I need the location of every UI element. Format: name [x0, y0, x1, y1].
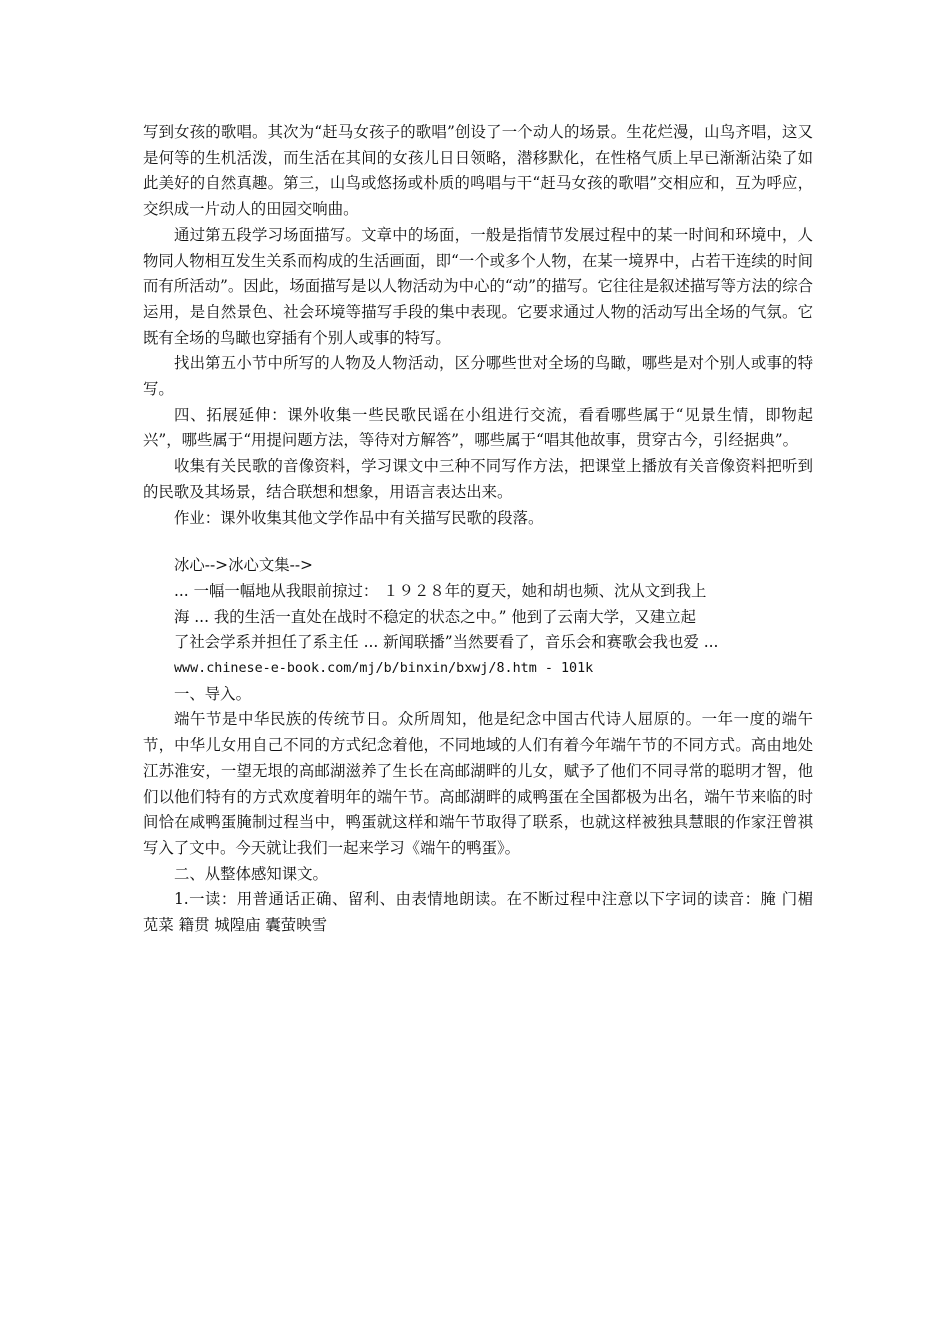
result-url[interactable]: www.chinese-e-book.com/mj/b/binxin/bxwj/8.htm - 101k [174, 661, 594, 677]
breadcrumb[interactable]: 冰心-->冰心文集--> [174, 556, 313, 575]
snippet-line: 了社会学系并担任了系主任 ... 新闻联播”当然要看了，音乐会和赛歌会我也爱 ... [174, 633, 719, 652]
document-page [143, 120, 813, 939]
paragraph-4: 四、拓展延伸：课外收集一些民歌民谣在小组进行交流，看看哪些属于“见景生情，即物起兴”，哪些属于“用提问题方法，等待对方解答”，哪些属于“唱其他故事，贯穿古今，引经据典”。 [143, 405, 813, 450]
paragraph-8: 1.一读：用普通话正确、留利、由表情地朗读。在不断过程中注意以下字词的读音：腌 门楣 苋菜 籍贯 城隍庙 囊萤映雪 [143, 890, 813, 935]
paragraph-7: 端午节是中华民族的传统节日。众所周知，他是纪念中国古代诗人屈原的。一年一度的端午节，中华儿女用自己不同的方式纪念着他，不同地域的人们有着今年端午节的不同方式。高由地处江苏淮安，一望无垠的高邮湖滋养了生长在高邮湖畔的儿女，赋予了他们不同寻常的聪明才智，他们以他们特有的方式欢度着明年的端午节。高邮湖畔的咸鸭蛋在全国都极为出名，端午节来临的时间恰在咸鸭蛋腌制过程当中，鸭蛋就这样和端午节取得了联系，也就这样被独具慧眼的作家汪曾祺写入了文中。今天就让我们一起来学习《端午的鸭蛋》。 [143, 710, 813, 857]
section-heading: 一、导入。 [174, 684, 251, 703]
paragraph-5: 收集有关民歌的音像资料，学习课文中三种不同写作方法，把课堂上播放有关音像资料把听到的民歌及其场景，结合联想和想象，用语言表达出来。 [143, 457, 813, 501]
search-result [143, 553, 813, 682]
snippet-line: 海 ... 我的生活一直处在战时不稳定的状态之中。” 他到了云南大学，又建立起 [174, 607, 697, 626]
section-heading: 二、从整体感知课文。 [174, 864, 328, 883]
snippet-line: ... 一幅一幅地从我眼前掠过： １９２８年的夏天，她和胡也频、沈从文到我上 [174, 581, 707, 600]
spacer [143, 531, 813, 553]
paragraph-3: 找出第五小节中所写的人物及人物活动，区分哪些世对全场的鸟瞰，哪些是对个别人或事的特写。 [143, 354, 813, 399]
paragraph-6: 作业：课外收集其他文学作品中有关描写民歌的段落。 [174, 508, 544, 527]
paragraph-1: 写到女孩的歌唱。其次为“赶马女孩子的歌唱”创设了一个动人的场景。生花烂漫，山鸟齐唱，这又是何等的生机活泼，而生活在其间的女孩儿日日领略，潜移默化，在性格气质上早已渐渐沾染了如此美好的自然真趣。第三，山鸟或悠扬或朴质的鸣唱与干“赶马女孩的歌唱”交相应和，互为呼应，交织成一片动人的田园交响曲。 [143, 123, 813, 219]
paragraph-2: 通过第五段学习场面描写。文章中的场面，一般是指情节发展过程中的某一时间和环境中，人物同人物相互发生关系而构成的生活画面，即“一个或多个人物，在某一境界中，占若干连续的时间而有所活动”。因此，场面描写是以人物活动为中心的“动”的描写。它往往是叙述描写等方法的综合运用，是自然景色、社会环境等描写手段的集中表现。它要求通过人物的活动写出全场的气氛。它既有全场的鸟瞰也穿插有个别人或事的特写。 [143, 225, 814, 347]
